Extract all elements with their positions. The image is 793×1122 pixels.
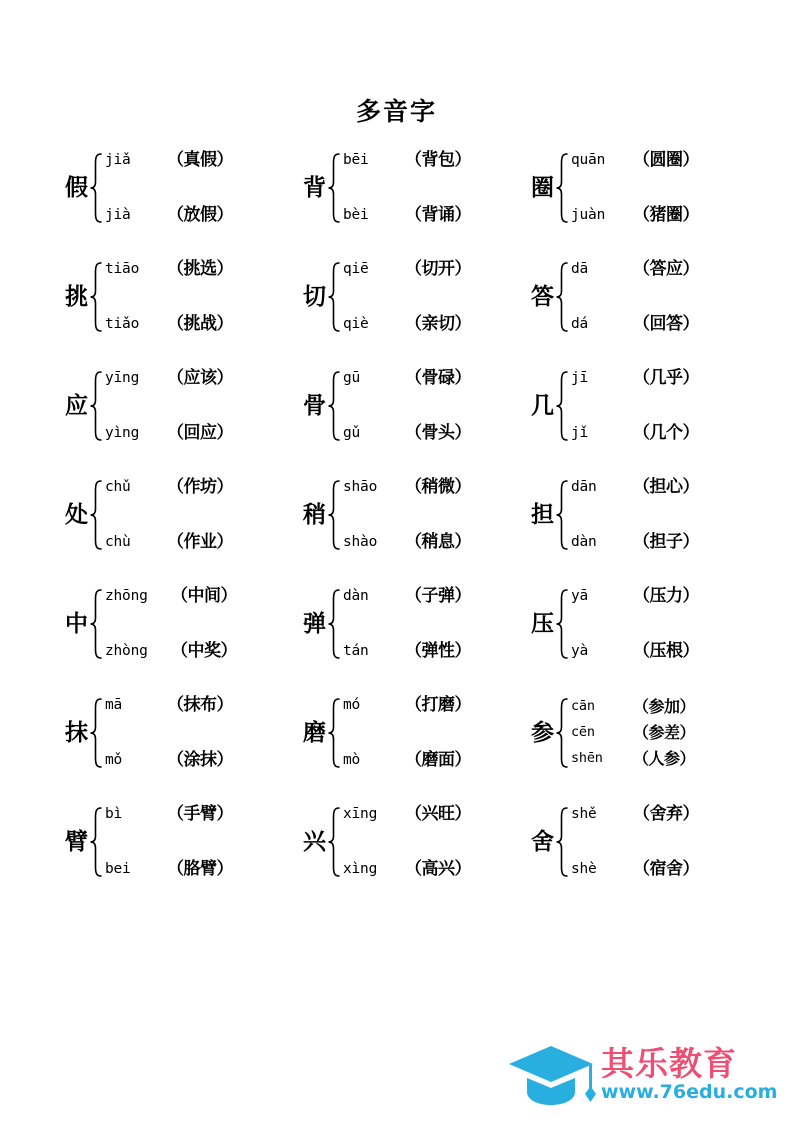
example-word: （猪圈）	[633, 204, 699, 225]
reading-list	[343, 696, 524, 770]
brace-icon	[327, 369, 340, 443]
pinyin-text: zhòng	[105, 642, 148, 659]
pinyin-text: xìng	[343, 860, 378, 877]
reading-row	[105, 422, 296, 443]
reading-row	[105, 204, 296, 225]
pinyin-text: dàn	[343, 587, 369, 604]
polyphone-entry	[58, 460, 296, 569]
polyphone-entry	[296, 460, 524, 569]
example-word: （磨面）	[405, 749, 471, 770]
pinyin-text: qiè	[343, 315, 369, 332]
brace-icon	[89, 478, 102, 552]
polyphone-entry	[296, 242, 524, 351]
brace-icon	[555, 478, 568, 552]
pinyin-text: bei	[105, 860, 131, 877]
polyphone-entry	[524, 242, 748, 351]
example-word: （作坊）	[167, 476, 233, 497]
polyphone-entry	[524, 460, 748, 569]
page-title: 多音字	[355, 97, 437, 126]
example-word: （宿舍）	[633, 858, 699, 879]
brace-icon	[555, 805, 568, 879]
reading-list	[571, 478, 748, 552]
brace-icon	[89, 696, 102, 770]
example-word: （担心）	[633, 476, 699, 497]
pinyin-text: jǐ	[571, 424, 589, 441]
reading-list	[343, 478, 524, 552]
example-word: （子弹）	[405, 585, 471, 606]
example-word: （几乎）	[633, 367, 699, 388]
pinyin-text: shè	[571, 860, 597, 877]
example-word: （骨碌）	[405, 367, 471, 388]
example-word: （稍微）	[405, 476, 471, 497]
entry-character: 舍	[531, 828, 554, 855]
example-word: （几个）	[633, 422, 699, 443]
pinyin-text: shào	[343, 533, 378, 550]
pinyin-text: bì	[105, 805, 123, 822]
example-word: （手臂）	[167, 803, 233, 824]
example-word: （骨头）	[405, 422, 471, 443]
reading-row	[105, 149, 296, 170]
polyphone-entry	[524, 678, 748, 787]
pinyin-text: mó	[343, 696, 361, 713]
example-word: （稍息）	[405, 531, 471, 552]
polyphone-entry	[296, 787, 524, 896]
entry-character: 骨	[303, 392, 326, 419]
brace-icon	[89, 369, 102, 443]
pinyin-text: bèi	[343, 206, 369, 223]
pinyin-text: gū	[343, 369, 361, 386]
polyphone-entry	[524, 787, 748, 896]
reading-list	[571, 698, 748, 768]
pinyin-text: tiǎo	[105, 315, 140, 332]
entry-character: 圈	[531, 174, 554, 201]
pinyin-text: dàn	[571, 533, 597, 550]
pinyin-text: chù	[105, 533, 131, 550]
reading-row	[343, 258, 524, 279]
pinyin-text: cān	[571, 697, 595, 714]
reading-row	[571, 204, 748, 225]
entry-character: 抹	[65, 719, 88, 746]
brace-icon	[327, 805, 340, 879]
pinyin-text: jià	[105, 206, 131, 223]
polyphone-entry	[58, 242, 296, 351]
reading-list	[571, 805, 748, 879]
entry-character: 挑	[65, 283, 88, 310]
reading-list	[343, 260, 524, 334]
entry-character: 假	[65, 174, 88, 201]
example-word: （背诵）	[405, 204, 471, 225]
pinyin-text: dá	[571, 315, 589, 332]
reading-row	[343, 640, 524, 661]
reading-row	[571, 313, 748, 334]
entry-character: 稍	[303, 501, 326, 528]
reading-row	[343, 694, 524, 715]
pinyin-text: dān	[571, 478, 597, 495]
reading-row	[343, 149, 524, 170]
reading-list	[571, 260, 748, 334]
example-word: （真假）	[167, 149, 233, 170]
reading-row	[571, 149, 748, 170]
entry-character: 答	[531, 283, 554, 310]
example-word: （背包）	[405, 149, 471, 170]
reading-row	[571, 476, 748, 497]
reading-row	[343, 858, 524, 879]
example-word: （切开）	[405, 258, 471, 279]
reading-row	[571, 367, 748, 388]
entry-character: 兴	[303, 828, 326, 855]
pinyin-text: yīng	[105, 369, 140, 386]
reading-row	[571, 258, 748, 279]
example-word: （压力）	[633, 585, 699, 606]
reading-row	[105, 585, 296, 606]
reading-row	[343, 367, 524, 388]
reading-row	[105, 258, 296, 279]
entry-character: 应	[65, 392, 88, 419]
example-word: （回答）	[633, 313, 699, 334]
pinyin-text: chǔ	[105, 478, 131, 495]
reading-row	[105, 640, 296, 661]
reading-list	[571, 151, 748, 225]
example-word: （兴旺）	[405, 803, 471, 824]
pinyin-text: yà	[571, 642, 589, 659]
reading-row	[343, 749, 524, 770]
polyphone-entry	[524, 569, 748, 678]
entry-character: 弹	[303, 610, 326, 637]
example-word: （涂抹）	[167, 749, 233, 770]
example-word: （高兴）	[405, 858, 471, 879]
pinyin-text: yā	[571, 587, 589, 604]
polyphone-entry	[58, 351, 296, 460]
example-word: （人参）	[633, 748, 696, 768]
reading-list	[571, 369, 748, 443]
reading-row	[343, 313, 524, 334]
watermark-url: www.76edu.com	[601, 1081, 778, 1104]
polyphone-entry	[524, 133, 748, 242]
entry-character: 参	[531, 719, 554, 746]
reading-row	[105, 749, 296, 770]
pinyin-text: shě	[571, 805, 597, 822]
reading-list	[105, 369, 296, 443]
pinyin-text: qiē	[343, 260, 369, 277]
example-word: （放假）	[167, 204, 233, 225]
reading-row	[571, 858, 748, 879]
reading-list	[105, 696, 296, 770]
example-word: （参加）	[633, 696, 696, 716]
example-word: （打磨）	[405, 694, 471, 715]
example-word: （担子）	[633, 531, 699, 552]
reading-row	[571, 748, 748, 768]
brace-icon	[555, 369, 568, 443]
example-word: （作业）	[167, 531, 233, 552]
reading-list	[105, 151, 296, 225]
brace-icon	[327, 151, 340, 225]
brace-icon	[89, 587, 102, 661]
reading-row	[343, 204, 524, 225]
pinyin-text: yìng	[105, 424, 140, 441]
brace-icon	[89, 805, 102, 879]
brace-icon	[555, 587, 568, 661]
pinyin-text: quān	[571, 151, 606, 168]
polyphone-entry	[524, 351, 748, 460]
pinyin-text: cēn	[571, 723, 595, 740]
reading-row	[343, 422, 524, 443]
reading-row	[343, 531, 524, 552]
reading-list	[343, 151, 524, 225]
polyphone-entry	[296, 569, 524, 678]
example-word: （中间）	[171, 585, 237, 606]
polyphone-entry	[58, 787, 296, 896]
example-word: （亲切）	[405, 313, 471, 334]
pinyin-text: shāo	[343, 478, 378, 495]
reading-list	[343, 587, 524, 661]
pinyin-text: tiāo	[105, 260, 140, 277]
reading-row	[105, 531, 296, 552]
polyphone-grid	[58, 133, 748, 896]
reading-row	[571, 422, 748, 443]
polyphone-entry	[296, 133, 524, 242]
watermark-logo	[505, 1038, 778, 1112]
pinyin-text: dā	[571, 260, 589, 277]
reading-list	[343, 369, 524, 443]
brace-icon	[89, 151, 102, 225]
reading-list	[105, 478, 296, 552]
reading-row	[343, 476, 524, 497]
reading-row	[105, 694, 296, 715]
example-word: （弹性）	[405, 640, 471, 661]
pinyin-text: jī	[571, 369, 589, 386]
pinyin-text: jiǎ	[105, 151, 131, 168]
entry-character: 担	[531, 501, 554, 528]
reading-row	[105, 313, 296, 334]
polyphone-entry	[58, 133, 296, 242]
pinyin-text: zhōng	[105, 587, 148, 604]
brace-icon	[327, 478, 340, 552]
example-word: （中奖）	[171, 640, 237, 661]
example-word: （挑战）	[167, 313, 233, 334]
example-word: （参差）	[633, 722, 696, 742]
pinyin-text: tán	[343, 642, 369, 659]
entry-character: 中	[65, 610, 88, 637]
reading-row	[571, 640, 748, 661]
brace-icon	[555, 151, 568, 225]
reading-row	[343, 585, 524, 606]
pinyin-text: mò	[343, 751, 361, 768]
entry-character: 几	[531, 392, 554, 419]
reading-row	[105, 858, 296, 879]
reading-row	[105, 803, 296, 824]
reading-row	[105, 367, 296, 388]
reading-list	[105, 587, 296, 661]
brace-icon	[327, 696, 340, 770]
polyphone-entry	[296, 351, 524, 460]
example-word: （回应）	[167, 422, 233, 443]
polyphone-entry	[58, 678, 296, 787]
entry-character: 臂	[65, 828, 88, 855]
reading-row	[571, 722, 748, 742]
example-word: （胳臂）	[167, 858, 233, 879]
pinyin-text: shēn	[571, 749, 603, 766]
pinyin-text: mā	[105, 696, 123, 713]
pinyin-text: gǔ	[343, 424, 361, 441]
reading-list	[105, 805, 296, 879]
pinyin-text: xīng	[343, 805, 378, 822]
example-word: （应该）	[167, 367, 233, 388]
watermark-brand-name: 其乐教育	[601, 1043, 737, 1083]
entry-character: 切	[303, 283, 326, 310]
polyphone-entry	[58, 569, 296, 678]
reading-row	[105, 476, 296, 497]
brace-icon	[327, 260, 340, 334]
reading-row	[571, 696, 748, 716]
reading-list	[105, 260, 296, 334]
example-word: （抹布）	[167, 694, 233, 715]
example-word: （挑选）	[167, 258, 233, 279]
reading-row	[343, 803, 524, 824]
brace-icon	[555, 260, 568, 334]
brace-icon	[89, 260, 102, 334]
watermark-text	[601, 1043, 778, 1104]
example-word: （答应）	[633, 258, 699, 279]
reading-row	[571, 803, 748, 824]
example-word: （圆圈）	[633, 149, 699, 170]
entry-character: 背	[303, 174, 326, 201]
entry-character: 磨	[303, 719, 326, 746]
pinyin-text: mǒ	[105, 751, 123, 768]
polyphone-entry	[296, 678, 524, 787]
reading-row	[571, 585, 748, 606]
example-word: （舍弃）	[633, 803, 699, 824]
brace-icon	[327, 587, 340, 661]
reading-list	[571, 587, 748, 661]
pinyin-text: bēi	[343, 151, 369, 168]
brace-icon	[555, 696, 568, 770]
graduation-cap-icon	[505, 1042, 597, 1108]
pinyin-text: juàn	[571, 206, 606, 223]
entry-character: 压	[531, 610, 554, 637]
example-word: （压根）	[633, 640, 699, 661]
reading-row	[571, 531, 748, 552]
entry-character: 处	[65, 501, 88, 528]
reading-list	[343, 805, 524, 879]
